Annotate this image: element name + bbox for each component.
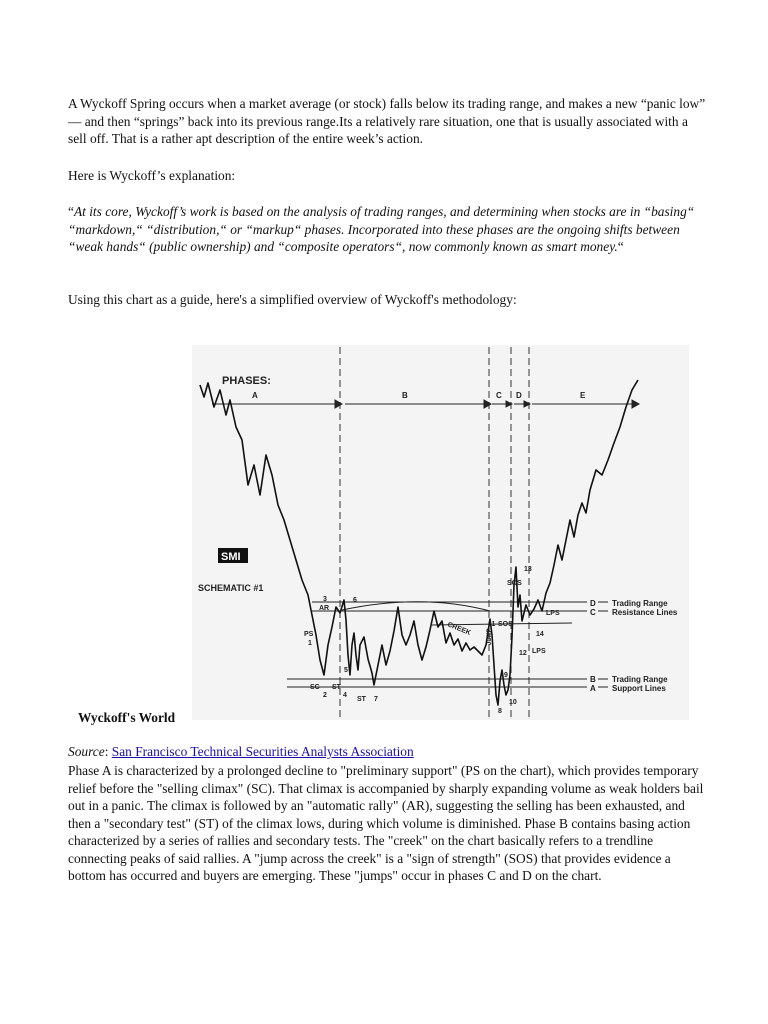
annot-1: 1	[308, 640, 312, 647]
annot-5: 5	[344, 667, 348, 674]
annot-lps-a: LPS	[546, 610, 560, 617]
explanation-intro: Here is Wyckoff’s explanation:	[68, 168, 236, 183]
line-letter-a: A	[590, 684, 596, 693]
annot-6: 6	[353, 597, 357, 604]
annot-ar: AR	[319, 605, 330, 612]
phases-title: PHASES:	[222, 375, 271, 387]
annot-sc: SC	[310, 684, 320, 691]
annot-sos-a: SOS	[507, 580, 522, 587]
phase-label-a: A	[252, 391, 258, 400]
quote-open-mark: “	[68, 204, 74, 219]
source-label: Source	[68, 744, 105, 759]
annot-11: 11	[488, 621, 496, 628]
phase-arrows	[212, 400, 639, 408]
figure-caption: Wyckoff's World	[78, 710, 176, 725]
schematic-title: SCHEMATIC #1	[198, 583, 264, 593]
quote-close-mark: “	[617, 239, 624, 254]
smi-logo: SMI	[221, 551, 241, 563]
resistance-label-1: Trading Range	[612, 599, 668, 608]
phase-label-d: D	[516, 391, 522, 400]
source-line	[68, 744, 414, 760]
line-letter-b: B	[590, 675, 596, 684]
price-path	[200, 380, 638, 705]
intro-paragraph: A Wyckoff Spring occurs when a market average (or stock) falls below its trading range, and makes a new “panic low” — and then “springs” back into its previous range.Its a relatively rare situation, one that is usually associated with a sell off. That is a rather apt description of the entire week’s action.	[68, 96, 706, 146]
annot-2: 2	[323, 692, 327, 699]
annot-lps-b: LPS	[532, 648, 546, 655]
label-arrows	[598, 602, 608, 687]
overview-intro: Using this chart as a guide, here's a simplified overview of Wyckoff's methodology:	[68, 292, 517, 307]
annot-7: 7	[374, 696, 378, 703]
phase-label-c: C	[496, 391, 502, 400]
range-lines	[287, 602, 587, 687]
annot-10: 10	[509, 699, 517, 706]
annot-8: 8	[498, 708, 502, 715]
line-letter-d: D	[590, 599, 596, 608]
phase-description: Phase A is characterized by a prolonged decline to "preliminary support" (PS on the chart), which provides temporary relief before the "selling climax" (SC). That climax is accompanied by sharply expanding volume as weak holders bail out in a panic. The climax is followed by an "automatic rally" (AR), suggesting the selling has been exhausted, and then a "secondary test" (ST) of the climax lows, during which volume is diminished. Phase B contains basing action characterized by a series of rallies and secondary tests. The "creek" on the chart basically refers to a trendline connecting peaks of said rallies. A "jump across the creek" is a "sign of strength" (SOS) that provides evidence a bottom has occurred and buyers are emerging. These "jumps" occur in phases C and D on the chart.	[68, 763, 704, 883]
wyckoff-quote	[68, 203, 708, 256]
jump-label: JUMP	[487, 628, 493, 645]
source-link[interactable]: San Francisco Technical Securities Analysts Association	[111, 744, 414, 759]
support-label-2: Support Lines	[612, 684, 666, 693]
annot-st-b: ST	[357, 696, 366, 703]
creek-label: CREEK	[446, 621, 472, 638]
support-label-1: Trading Range	[612, 675, 668, 684]
annot-9: 9	[504, 672, 508, 679]
annot-st-a: ST	[332, 684, 341, 691]
phase-label-e: E	[580, 391, 586, 400]
line-letter-c: C	[590, 608, 596, 617]
wyckoff-schematic-figure	[192, 345, 689, 720]
phase-label-b: B	[402, 391, 408, 400]
schematic-drawing	[192, 345, 689, 720]
annot-ps: PS	[304, 631, 314, 638]
annot-3: 3	[323, 596, 327, 603]
quote-text: At its core, Wyckoff’s work is based on the analysis of trading ranges, and determining when stocks are in “basing“ “markdown,“ “distribution,“ or “markup“ phases. Incorporated into these phases are the ongoing shifts between “weak hands“ (public ownership) and “composite operators“, now commonly known as smart money.	[68, 204, 695, 254]
resistance-label-2: Resistance Lines	[612, 608, 678, 617]
annot-13: 13	[524, 566, 532, 573]
annot-4: 4	[343, 692, 347, 699]
annot-14: 14	[536, 631, 544, 638]
annot-12: 12	[519, 650, 527, 657]
source-separator: :	[104, 744, 109, 759]
annot-sos-b: SOS	[498, 621, 513, 628]
